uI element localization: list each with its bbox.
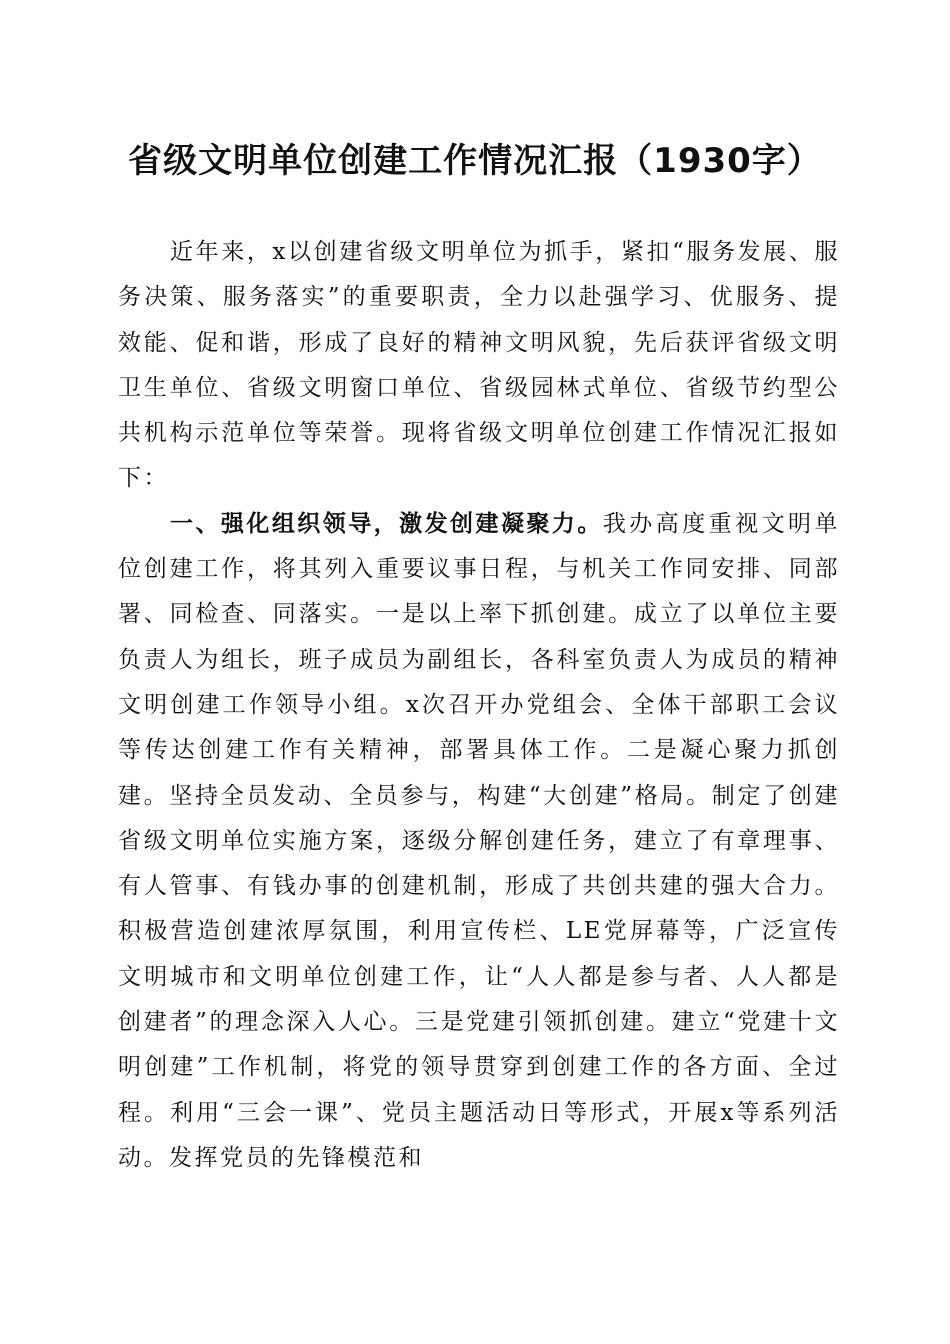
document-title: 省级文明单位创建工作情况汇报（1930字） — [128, 141, 822, 181]
intro-paragraph — [118, 230, 840, 502]
section-one-text: 我办高度重视文明单位创建工作，将其列入重要议事日程，与机关工作同安排、同部署、同检查、同落实。一是以上率下抓创建。成立了以单位主要负责人为组长，班子成员为副组长，各科室负责人为成员的精神文明创建工作领导小组。x次召开办党组会、全体干部职工会议等传达创建工作有关精神，部署具体工作。二是凝心聚力抓创建。坚持全员发动、全员参与，构建“大创建”格局。制定了创建省级文明单位实施方案，逐级分解创建任务，建立了有章理事、有人管事、有钱办事的创建机制，形成了共创共建的强大合力。积极营造创建浓厚氛围，利用宣传栏、LE党屏幕等，广泛宣传文明城市和文明单位创建工作，让“人人都是参与者、人人都是创建者”的理念深入人心。三是党建引领抓创建。建立“党建十文明创建”工作机制，将党的领导贯穿到创建工作的各方面、全过程。利用“三会一课”、党员主题活动日等形式，开展x等系列活动。发挥党员的先锋模范和 — [118, 510, 841, 1171]
document-body — [118, 230, 840, 1181]
section-one-heading: 一、强化组织领导，激发创建凝聚力。 — [170, 510, 603, 537]
intro-paragraph-text: 近年来，x以创建省级文明单位为抓手，紧扣“服务发展、服务决策、服务落实”的重要职责，全力以赴强学习、优服务、提效能、促和谐，形成了良好的精神文明风貌，先后获评省级文明卫生单位、省级文明窗口单位、省级园林式单位、省级节约型公共机构示范单位等荣誉。现将省级文明单位创建工作情况汇报如下： — [118, 239, 840, 492]
section-one-paragraph — [118, 502, 840, 1181]
